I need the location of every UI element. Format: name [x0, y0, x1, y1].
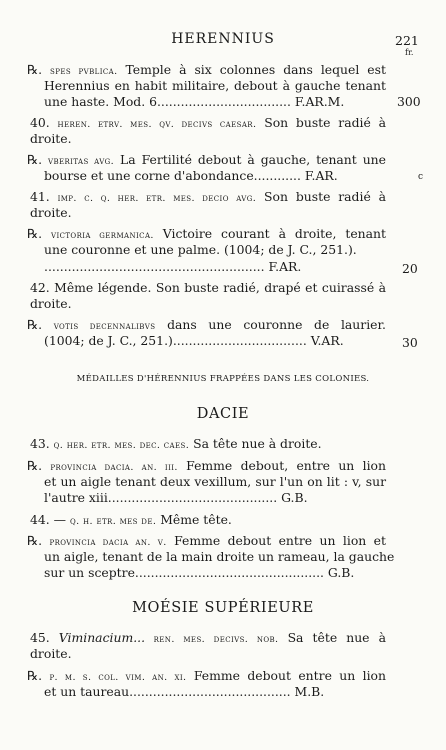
- entry-line: sur un sceptre................................................ G.B.: [44, 565, 355, 580]
- entry-line: droite.: [30, 131, 72, 146]
- entry-line: 43. q. her. etr. mes. dec. caes. Sa tête nue à droite.: [30, 436, 322, 451]
- entry-line: un aigle, tenant de la main droite un rameau, la gauche: [44, 549, 395, 564]
- entry-line: ℞. provincia dacia. an. iii. Femme debout, entre un lion: [27, 458, 386, 473]
- entry-line: 44. — q. h. etr. mes de. Même tête.: [30, 512, 232, 527]
- page-title: HERENNIUS: [171, 31, 275, 47]
- price: 30: [402, 335, 418, 350]
- entry-line: (1004; de J. C., 251.).................................. V.AR.: [44, 333, 344, 348]
- entry-line: et un taureau......................................... M.B.: [44, 684, 325, 699]
- section-title-moesie: MOÉSIE SUPÉRIEURE: [132, 600, 314, 616]
- entry-line: 41. imp. c. q. her. etr. mes. decio avg. Son buste radié à: [30, 189, 386, 204]
- price: 300: [397, 94, 421, 109]
- entry-line: ℞. victoria germanica. Victoire courant à droite, tenant: [27, 226, 387, 241]
- entry-line: une haste. Mod. 6.................................. F.AR.M.: [44, 94, 345, 109]
- entry-line: l'autre xiii........................................... G.B.: [44, 490, 308, 505]
- price: c: [418, 172, 424, 182]
- entry-line: bourse et une corne d'abondance............ F.AR.: [44, 168, 338, 183]
- price-unit: fr.: [405, 48, 414, 57]
- entry-line: 42. Même légende. Son buste radié, drapé et cuirassé à: [30, 280, 386, 295]
- entry-line: 45. Viminacium... ren. mes. decivs. nob. Sa tête nue à: [30, 630, 386, 645]
- entry-line: droite.: [30, 646, 72, 661]
- entry-line: 40. heren. etrv. mes. qv. decivs caesar. Son buste radié à: [30, 115, 386, 130]
- price: 20: [402, 261, 418, 276]
- entry-line: et un aigle tenant deux vexillum, sur l'un on lit : v, sur: [44, 474, 386, 489]
- entry-line: ........................................................ F.AR.: [44, 259, 302, 274]
- entry-line: Herennius en habit militaire, debout à gauche tenant: [44, 78, 386, 93]
- entry-line: ℞. votis decennalibvs dans une couronne de laurier.: [27, 317, 386, 332]
- entry-line: ℞. p. m. s. col. vim. an. xi. Femme debout entre un lion: [27, 668, 386, 683]
- entry-line: ℞. spes pvblica. Temple à six colonnes dans lequel est: [27, 62, 386, 77]
- entry-line: ℞. provincia dacia an. v. Femme debout entre un lion et: [27, 533, 386, 548]
- entry-line: une couronne et une palme. (1004; de J. C., 251.).: [44, 242, 357, 257]
- section-title-dacie: DACIE: [196, 406, 250, 422]
- colonies-heading: MÉDAILLES D'HÉRENNIUS FRAPPÉES DANS LES COLONIES.: [76, 374, 370, 384]
- entry-line: droite.: [30, 296, 72, 311]
- entry-line: ℞. vberitas avg. La Fertilité debout à gauche, tenant une: [27, 152, 386, 167]
- running-header: [0, 0, 446, 60]
- page-number: 221: [395, 33, 419, 48]
- entry-line: droite.: [30, 205, 72, 220]
